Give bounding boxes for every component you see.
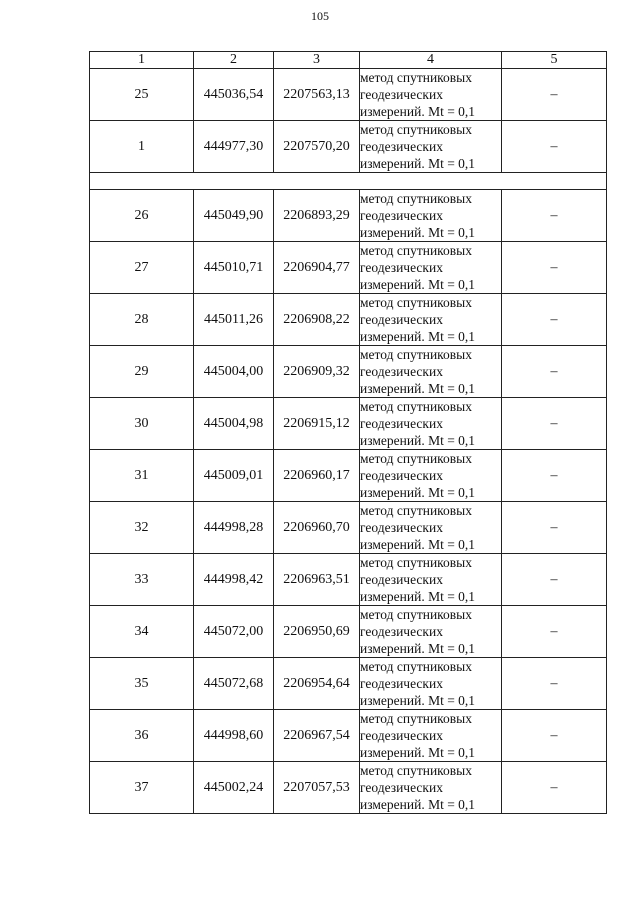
- method-line: геодезических: [360, 312, 443, 327]
- method-cell: [360, 502, 502, 554]
- y-coordinate-cell: 2206915,12: [274, 398, 360, 450]
- method-cell: [360, 121, 502, 173]
- method-cell: [360, 242, 502, 294]
- method-line: измерений. Mt = 0,1: [360, 537, 476, 552]
- method-line: геодезических: [360, 416, 443, 431]
- table-row: [90, 190, 607, 242]
- table-row: [90, 606, 607, 658]
- note-cell: –: [502, 69, 607, 121]
- x-coordinate-cell: 444998,28: [194, 502, 274, 554]
- y-coordinate-cell: 2206893,29: [274, 190, 360, 242]
- x-coordinate-cell: 445049,90: [194, 190, 274, 242]
- note-cell: –: [502, 398, 607, 450]
- y-coordinate-cell: 2207563,13: [274, 69, 360, 121]
- method-line: измерений. Mt = 0,1: [360, 641, 476, 656]
- method-line: измерений. Mt = 0,1: [360, 485, 476, 500]
- method-line: геодезических: [360, 208, 443, 223]
- method-line: метод спутниковых: [360, 191, 472, 206]
- point-number-cell: 29: [90, 346, 194, 398]
- method-line: метод спутниковых: [360, 607, 472, 622]
- column-header: 2: [194, 52, 274, 69]
- table-row: [90, 450, 607, 502]
- table-body: [90, 69, 607, 814]
- note-cell: –: [502, 346, 607, 398]
- x-coordinate-cell: 444998,60: [194, 710, 274, 762]
- method-line: метод спутниковых: [360, 503, 472, 518]
- column-header: 3: [274, 52, 360, 69]
- table-row: [90, 502, 607, 554]
- method-line: измерений. Mt = 0,1: [360, 277, 476, 292]
- method-cell: [360, 710, 502, 762]
- method-line: геодезических: [360, 728, 443, 743]
- method-line: геодезических: [360, 139, 443, 154]
- section-separator-row: [90, 173, 607, 190]
- method-line: метод спутниковых: [360, 243, 472, 258]
- y-coordinate-cell: 2206909,32: [274, 346, 360, 398]
- x-coordinate-cell: 445072,00: [194, 606, 274, 658]
- note-cell: –: [502, 502, 607, 554]
- x-coordinate-cell: 445004,00: [194, 346, 274, 398]
- method-line: измерений. Mt = 0,1: [360, 745, 476, 760]
- table-row: [90, 294, 607, 346]
- note-cell: –: [502, 121, 607, 173]
- method-line: геодезических: [360, 520, 443, 535]
- note-cell: –: [502, 710, 607, 762]
- point-number-cell: 1: [90, 121, 194, 173]
- method-cell: [360, 658, 502, 710]
- method-cell: [360, 606, 502, 658]
- coordinates-table: [89, 51, 607, 814]
- method-line: геодезических: [360, 364, 443, 379]
- y-coordinate-cell: 2207057,53: [274, 762, 360, 814]
- method-cell: [360, 69, 502, 121]
- point-number-cell: 34: [90, 606, 194, 658]
- column-header: 1: [90, 52, 194, 69]
- x-coordinate-cell: 445036,54: [194, 69, 274, 121]
- method-line: измерений. Mt = 0,1: [360, 433, 476, 448]
- table-row: [90, 762, 607, 814]
- method-line: геодезических: [360, 624, 443, 639]
- note-cell: –: [502, 242, 607, 294]
- point-number-cell: 32: [90, 502, 194, 554]
- method-line: геодезических: [360, 780, 443, 795]
- note-cell: –: [502, 190, 607, 242]
- y-coordinate-cell: 2206950,69: [274, 606, 360, 658]
- method-line: метод спутниковых: [360, 122, 472, 137]
- y-coordinate-cell: 2206904,77: [274, 242, 360, 294]
- y-coordinate-cell: 2206960,70: [274, 502, 360, 554]
- method-line: измерений. Mt = 0,1: [360, 797, 476, 812]
- note-cell: –: [502, 606, 607, 658]
- method-line: метод спутниковых: [360, 711, 472, 726]
- table-row: [90, 710, 607, 762]
- table-row: [90, 346, 607, 398]
- method-line: метод спутниковых: [360, 399, 472, 414]
- note-cell: –: [502, 554, 607, 606]
- method-line: измерений. Mt = 0,1: [360, 225, 476, 240]
- y-coordinate-cell: 2206908,22: [274, 294, 360, 346]
- point-number-cell: 30: [90, 398, 194, 450]
- method-line: измерений. Mt = 0,1: [360, 104, 476, 119]
- x-coordinate-cell: 445072,68: [194, 658, 274, 710]
- method-line: измерений. Mt = 0,1: [360, 329, 476, 344]
- column-header: 4: [360, 52, 502, 69]
- method-line: метод спутниковых: [360, 451, 472, 466]
- x-coordinate-cell: 444998,42: [194, 554, 274, 606]
- point-number-cell: 25: [90, 69, 194, 121]
- method-cell: [360, 450, 502, 502]
- method-line: метод спутниковых: [360, 763, 472, 778]
- method-cell: [360, 294, 502, 346]
- y-coordinate-cell: 2206954,64: [274, 658, 360, 710]
- y-coordinate-cell: 2206963,51: [274, 554, 360, 606]
- x-coordinate-cell: 445009,01: [194, 450, 274, 502]
- x-coordinate-cell: 445002,24: [194, 762, 274, 814]
- table-row: [90, 554, 607, 606]
- y-coordinate-cell: 2206967,54: [274, 710, 360, 762]
- point-number-cell: 33: [90, 554, 194, 606]
- point-number-cell: 35: [90, 658, 194, 710]
- method-line: геодезических: [360, 87, 443, 102]
- method-cell: [360, 398, 502, 450]
- point-number-cell: 36: [90, 710, 194, 762]
- note-cell: –: [502, 294, 607, 346]
- method-line: измерений. Mt = 0,1: [360, 589, 476, 604]
- point-number-cell: 28: [90, 294, 194, 346]
- method-line: метод спутниковых: [360, 347, 472, 362]
- method-line: метод спутниковых: [360, 70, 472, 85]
- method-line: измерений. Mt = 0,1: [360, 156, 476, 171]
- method-line: метод спутниковых: [360, 295, 472, 310]
- table-row: [90, 121, 607, 173]
- method-line: геодезических: [360, 572, 443, 587]
- method-cell: [360, 554, 502, 606]
- note-cell: –: [502, 762, 607, 814]
- column-header: 5: [502, 52, 607, 69]
- note-cell: –: [502, 658, 607, 710]
- table-header-row: [90, 52, 607, 69]
- method-line: метод спутниковых: [360, 659, 472, 674]
- method-line: геодезических: [360, 260, 443, 275]
- method-line: геодезических: [360, 468, 443, 483]
- method-line: измерений. Mt = 0,1: [360, 693, 476, 708]
- y-coordinate-cell: 2206960,17: [274, 450, 360, 502]
- x-coordinate-cell: 445011,26: [194, 294, 274, 346]
- table-row: [90, 242, 607, 294]
- method-cell: [360, 762, 502, 814]
- point-number-cell: 37: [90, 762, 194, 814]
- method-line: геодезических: [360, 676, 443, 691]
- x-coordinate-cell: 445010,71: [194, 242, 274, 294]
- x-coordinate-cell: 445004,98: [194, 398, 274, 450]
- point-number-cell: 26: [90, 190, 194, 242]
- page-number: 105: [311, 9, 329, 23]
- point-number-cell: 27: [90, 242, 194, 294]
- section-separator-cell: [90, 173, 607, 190]
- method-cell: [360, 346, 502, 398]
- point-number-cell: 31: [90, 450, 194, 502]
- y-coordinate-cell: 2207570,20: [274, 121, 360, 173]
- method-line: метод спутниковых: [360, 555, 472, 570]
- x-coordinate-cell: 444977,30: [194, 121, 274, 173]
- table-row: [90, 398, 607, 450]
- method-line: измерений. Mt = 0,1: [360, 381, 476, 396]
- note-cell: –: [502, 450, 607, 502]
- method-cell: [360, 190, 502, 242]
- table-row: [90, 658, 607, 710]
- table-row: [90, 69, 607, 121]
